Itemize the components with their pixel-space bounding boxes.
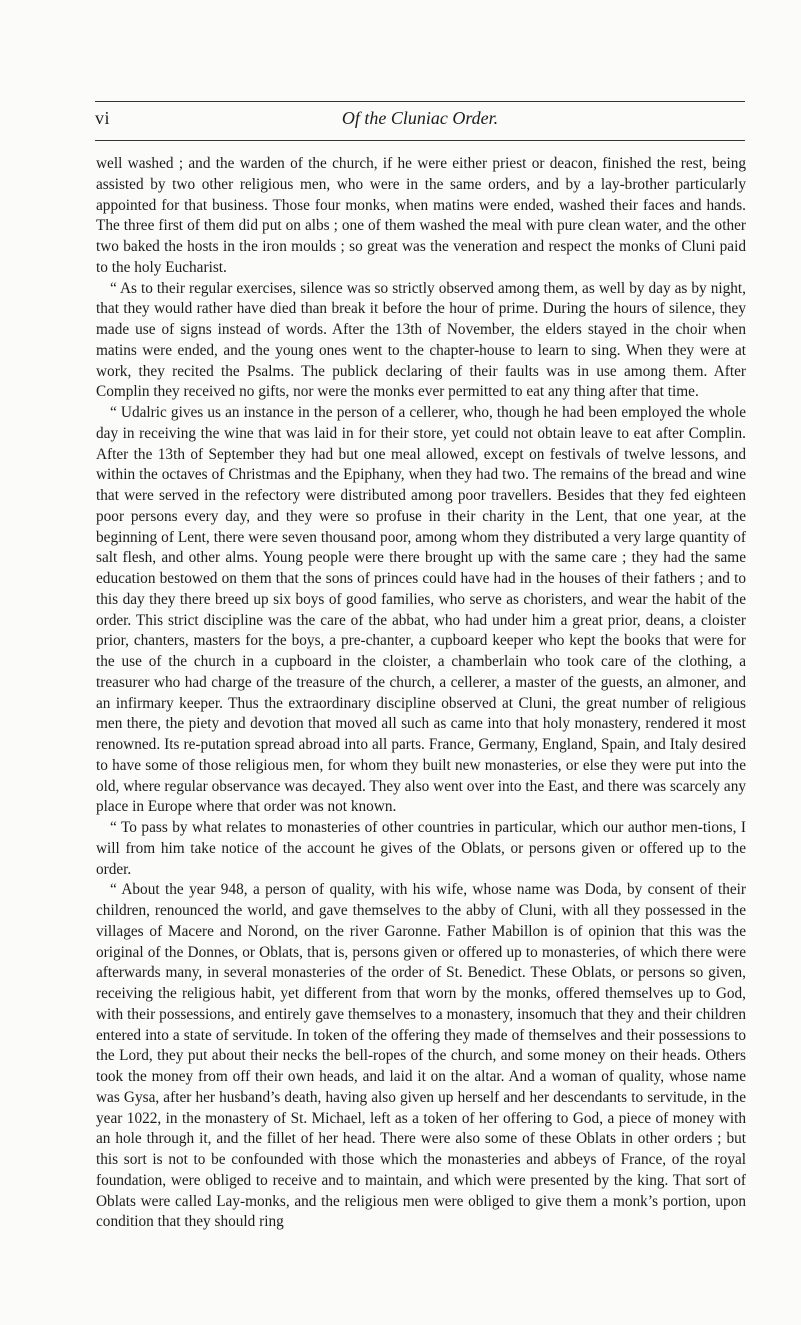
page-header bbox=[95, 102, 745, 140]
paragraph: well washed ; and the warden of the church, if he were either priest or deacon, finished the rest, being assisted by two other religious men, who were in the same orders, and by a lay-brother particularly appointed for that business. Those four monks, when matins were ended, washed their faces and hands. The three first of them did put on albs ; one of them washed the meal with pure clean water, and the other two baked the hosts in the iron moulds ; so great was the veneration and respect the monks of Cluni paid to the holy Eucharist. bbox=[96, 155, 746, 276]
running-title: Of the Cluniac Order. bbox=[341, 108, 499, 128]
paragraph: “ As to their regular exercises, silence was so strictly observed among them, as well by day as by night, that they would rather have died than break it before the hour of prime. During the hours of silence, they made use of signs instead of words. After the 13th of November, the elders stayed in the choir when matins were ended, and the young ones went to the chapter-house to learn to sing. When they were at work, they recited the Psalms. The publick declaring of their faults was in use among them. After Complin they received no gifts, nor were the monks ever permitted to eat any thing after that time. bbox=[96, 279, 746, 401]
header-rule-bottom bbox=[95, 140, 745, 141]
page-number: vi bbox=[95, 108, 111, 128]
body-text bbox=[96, 154, 746, 1233]
paragraph: “ About the year 948, a person of quality, with his wife, whose name was Doda, by consent of their children, renounced the world, and gave themselves to the abby of Cluni, with all they possessed in the villages of Macere and Norond, on the river Garonne. Father Mabillon is of opinion that this was the original of the Donnes, or Oblats, that is, persons given or offered up to monasteries, of which there were afterwards many, in several monasteries of the order of St. Benedict. These Oblats, or persons so given, receiving the religious habit, yet different from that worn by the monks, offered themselves up to God, with their possessions, and entirely gave themselves to a monastery, insomuch that they and their children entered into a state of servitude. In token of the offering they made of themselves and their possessions to the Lord, they put about their necks the bell-ropes of the church, and some money on their heads. Others took the money from off their own heads, and laid it on the altar. And a woman of quality, whose name was Gysa, after her husband’s death, having also given up herself and her descendants to servitude, in the year 1022, in the monastery of St. Michael, left as a token of her offering to God, a piece of money with an hole through it, and the fillet of her head. There were also some of these Oblats in other orders ; but this sort is not to be confounded with those which the monasteries and abbeys of France, of the royal foundation, were obliged to receive and to maintain, and which were presented by the king. That sort of Oblats were called Lay-monks, and the religious men were obliged to give them a monk’s portion, upon condition that they should ring bbox=[96, 881, 746, 1231]
paragraph: “ To pass by what relates to monasteries of other countries in particular, which our author men-tions, I will from him take notice of the account he gives of the Oblats, or persons given or offered up to the order. bbox=[96, 819, 746, 878]
paragraph: “ Udalric gives us an instance in the person of a cellerer, who, though he had been employed the whole day in receiving the wine that was laid in for their store, yet could not obtain leave to eat after Complin. After the 13th of September they had but one meal allowed, except on festivals of twelve lessons, and within the octaves of Christmas and the Epiphany, when they had two. The remains of the bread and wine that were served in the refectory were distributed among poor travellers. Besides that they fed eighteen poor persons every day, and they were so profuse in their charity in the Lent, that one year, at the beginning of Lent, there were seven thousand poor, among whom they distributed a very large quantity of salt flesh, and other alms. Young people were there brought up with the same care ; they had the same education bestowed on them that the sons of princes could have had in the houses of their fathers ; and to this day they there breed up six boys of good families, who serve as choristers, and wear the habit of the order. This strict discipline was the care of the abbat, who had under him a great prior, deans, a cloister prior, chanters, masters for the boys, a pre-chanter, a cupboard keeper who kept the books that were for the use of the church in a cupboard in the cloister, a chamberlain who took care of the clothing, a treasurer who had charge of the treasure of the church, a cellerer, a master of the guests, an almoner, and an infirmary keeper. Thus the extraordinary discipline observed at Cluni, the great number of religious men there, the piety and devotion that moved all such as came into that holy monastery, rendered it most renowned. Its re-putation spread abroad into all parts. France, Germany, England, Spain, and Italy desired to have some of those religious men, for whom they built new monasteries, or else they were put into the old, where regular observance was decayed. They also went over into the East, and there was scarcely any place in Europe where that order was not known. bbox=[96, 404, 746, 816]
